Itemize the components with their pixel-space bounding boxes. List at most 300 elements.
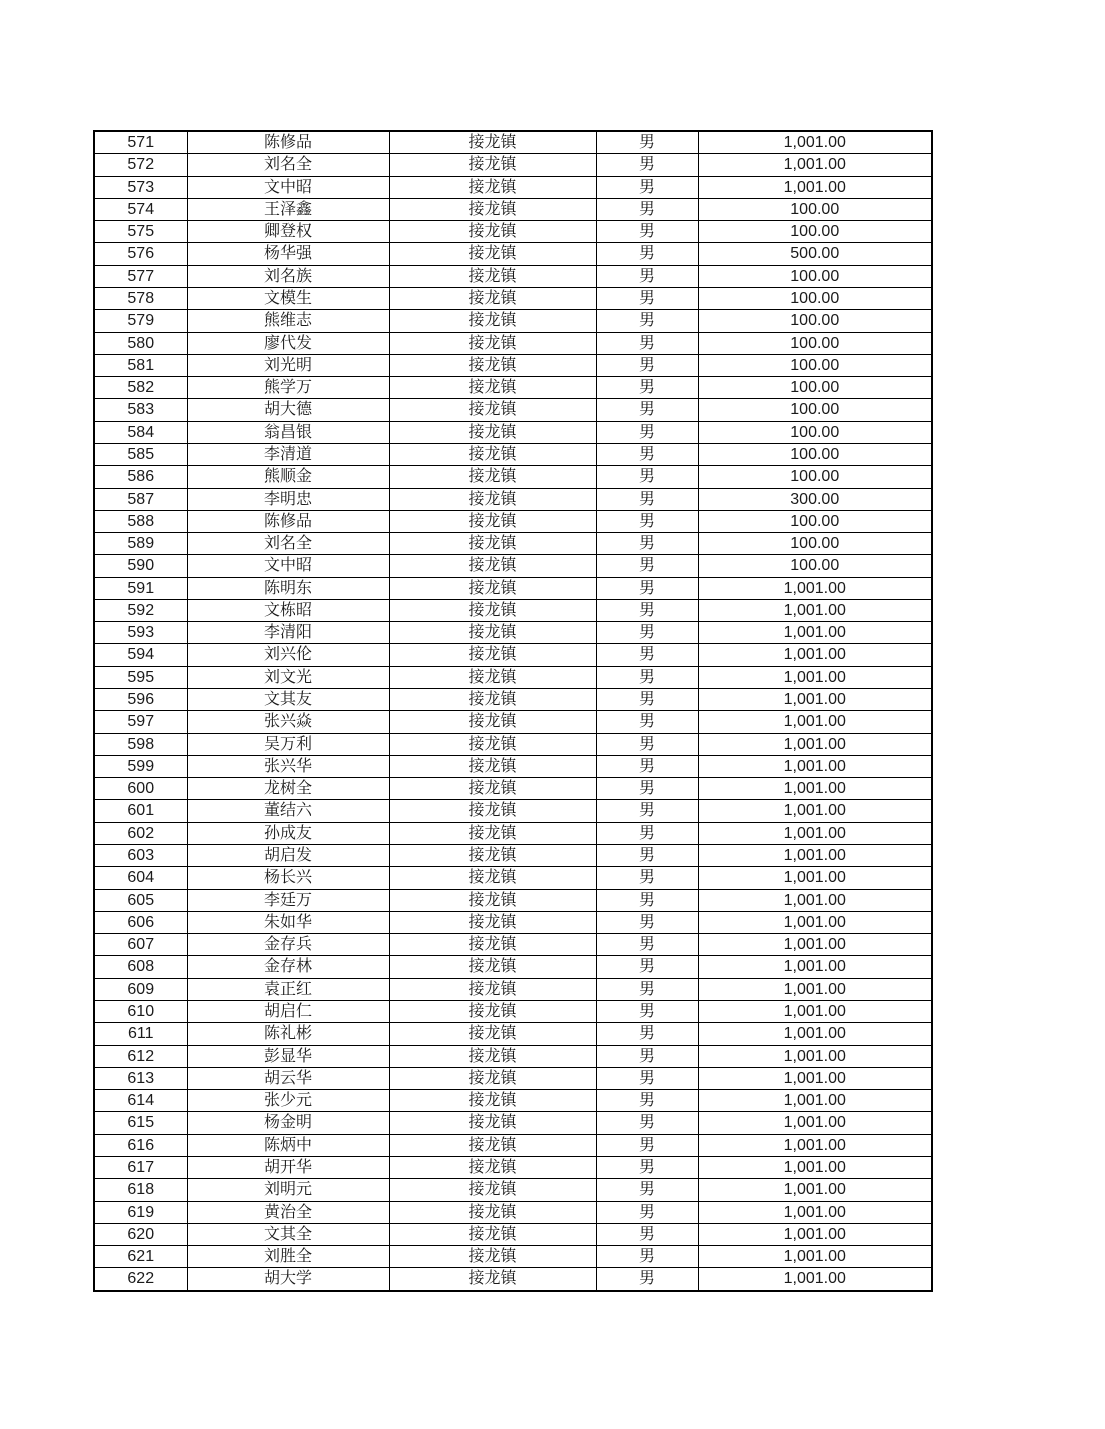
town-cell: 接龙镇 [389,822,596,844]
table-row [94,978,932,1000]
person-name-cell: 文其全 [187,1223,389,1245]
serial-number-cell: 579 [94,310,187,332]
gender-cell: 男 [596,934,698,956]
person-name-cell: 文其友 [187,689,389,711]
amount-cell: 1,001.00 [698,978,932,1000]
gender-cell: 男 [596,533,698,555]
amount-cell: 1,001.00 [698,867,932,889]
table-row [94,265,932,287]
gender-cell: 男 [596,911,698,933]
person-name-cell: 刘兴伦 [187,644,389,666]
town-cell: 接龙镇 [389,131,596,154]
serial-number-cell: 602 [94,822,187,844]
serial-number-cell: 573 [94,176,187,198]
table-row [94,310,932,332]
amount-cell: 1,001.00 [698,1134,932,1156]
person-name-cell: 刘光明 [187,354,389,376]
serial-number-cell: 578 [94,287,187,309]
table-row [94,1201,932,1223]
serial-number-cell: 593 [94,622,187,644]
town-cell: 接龙镇 [389,911,596,933]
amount-cell: 100.00 [698,510,932,532]
person-name-cell: 刘明元 [187,1179,389,1201]
person-name-cell: 胡云华 [187,1067,389,1089]
person-name-cell: 文模生 [187,287,389,309]
person-name-cell: 胡大德 [187,399,389,421]
table-row [94,1112,932,1134]
town-cell: 接龙镇 [389,1179,596,1201]
amount-cell: 100.00 [698,443,932,465]
person-name-cell: 张少元 [187,1090,389,1112]
town-cell: 接龙镇 [389,377,596,399]
table-row [94,332,932,354]
serial-number-cell: 580 [94,332,187,354]
table-row [94,666,932,688]
amount-cell: 100.00 [698,421,932,443]
gender-cell: 男 [596,711,698,733]
amount-cell: 1,001.00 [698,733,932,755]
person-name-cell: 张兴华 [187,755,389,777]
amount-cell: 1,001.00 [698,1112,932,1134]
table-row [94,221,932,243]
amount-cell: 1,001.00 [698,1023,932,1045]
person-name-cell: 刘名族 [187,265,389,287]
person-name-cell: 胡开华 [187,1156,389,1178]
town-cell: 接龙镇 [389,1000,596,1022]
person-name-cell: 廖代发 [187,332,389,354]
gender-cell: 男 [596,822,698,844]
table-row [94,1268,932,1291]
gender-cell: 男 [596,978,698,1000]
amount-cell: 100.00 [698,310,932,332]
amount-cell: 1,001.00 [698,154,932,176]
town-cell: 接龙镇 [389,1090,596,1112]
table-row [94,1090,932,1112]
person-name-cell: 董结六 [187,800,389,822]
gender-cell: 男 [596,1201,698,1223]
amount-cell: 1,001.00 [698,934,932,956]
gender-cell: 男 [596,243,698,265]
roster-table-body [94,131,932,1291]
person-name-cell: 金存兵 [187,934,389,956]
gender-cell: 男 [596,845,698,867]
town-cell: 接龙镇 [389,689,596,711]
table-row [94,911,932,933]
amount-cell: 1,001.00 [698,666,932,688]
person-name-cell: 熊顺金 [187,466,389,488]
town-cell: 接龙镇 [389,154,596,176]
serial-number-cell: 617 [94,1156,187,1178]
gender-cell: 男 [596,1000,698,1022]
town-cell: 接龙镇 [389,443,596,465]
amount-cell: 1,001.00 [698,889,932,911]
gender-cell: 男 [596,488,698,510]
serial-number-cell: 606 [94,911,187,933]
table-row [94,934,932,956]
gender-cell: 男 [596,265,698,287]
amount-cell: 1,001.00 [698,599,932,621]
town-cell: 接龙镇 [389,1201,596,1223]
person-name-cell: 胡大学 [187,1268,389,1291]
amount-cell: 1,001.00 [698,644,932,666]
person-name-cell: 文栋昭 [187,599,389,621]
amount-cell: 1,001.00 [698,778,932,800]
gender-cell: 男 [596,466,698,488]
person-name-cell: 文中昭 [187,555,389,577]
person-name-cell: 胡启发 [187,845,389,867]
amount-cell: 100.00 [698,332,932,354]
town-cell: 接龙镇 [389,1023,596,1045]
person-name-cell: 孙成友 [187,822,389,844]
serial-number-cell: 577 [94,265,187,287]
person-name-cell: 金存林 [187,956,389,978]
amount-cell: 1,001.00 [698,956,932,978]
town-cell: 接龙镇 [389,555,596,577]
town-cell: 接龙镇 [389,733,596,755]
town-cell: 接龙镇 [389,711,596,733]
person-name-cell: 王泽鑫 [187,198,389,220]
table-row [94,1045,932,1067]
table-row [94,889,932,911]
table-row [94,421,932,443]
gender-cell: 男 [596,176,698,198]
person-name-cell: 陈修品 [187,131,389,154]
town-cell: 接龙镇 [389,332,596,354]
table-row [94,577,932,599]
amount-cell: 300.00 [698,488,932,510]
serial-number-cell: 611 [94,1023,187,1045]
gender-cell: 男 [596,1090,698,1112]
table-row [94,1067,932,1089]
serial-number-cell: 585 [94,443,187,465]
table-row [94,711,932,733]
serial-number-cell: 622 [94,1268,187,1291]
serial-number-cell: 608 [94,956,187,978]
gender-cell: 男 [596,310,698,332]
town-cell: 接龙镇 [389,755,596,777]
serial-number-cell: 609 [94,978,187,1000]
amount-cell: 1,001.00 [698,1223,932,1245]
serial-number-cell: 587 [94,488,187,510]
amount-cell: 100.00 [698,287,932,309]
amount-cell: 1,001.00 [698,1000,932,1022]
table-row [94,131,932,154]
serial-number-cell: 582 [94,377,187,399]
table-row [94,599,932,621]
person-name-cell: 陈礼彬 [187,1023,389,1045]
person-name-cell: 李明忠 [187,488,389,510]
gender-cell: 男 [596,1112,698,1134]
table-row [94,778,932,800]
table-row [94,287,932,309]
town-cell: 接龙镇 [389,354,596,376]
town-cell: 接龙镇 [389,845,596,867]
town-cell: 接龙镇 [389,934,596,956]
table-row [94,755,932,777]
person-name-cell: 熊维志 [187,310,389,332]
amount-cell: 100.00 [698,466,932,488]
town-cell: 接龙镇 [389,510,596,532]
table-row [94,510,932,532]
amount-cell: 1,001.00 [698,1090,932,1112]
serial-number-cell: 603 [94,845,187,867]
serial-number-cell: 584 [94,421,187,443]
amount-cell: 1,001.00 [698,176,932,198]
serial-number-cell: 612 [94,1045,187,1067]
serial-number-cell: 600 [94,778,187,800]
serial-number-cell: 620 [94,1223,187,1245]
person-name-cell: 陈修品 [187,510,389,532]
person-name-cell: 黄治全 [187,1201,389,1223]
gender-cell: 男 [596,956,698,978]
town-cell: 接龙镇 [389,421,596,443]
town-cell: 接龙镇 [389,310,596,332]
serial-number-cell: 605 [94,889,187,911]
table-row [94,1023,932,1045]
amount-cell: 100.00 [698,555,932,577]
serial-number-cell: 596 [94,689,187,711]
gender-cell: 男 [596,622,698,644]
town-cell: 接龙镇 [389,265,596,287]
town-cell: 接龙镇 [389,956,596,978]
gender-cell: 男 [596,221,698,243]
gender-cell: 男 [596,1023,698,1045]
serial-number-cell: 595 [94,666,187,688]
person-name-cell: 胡启仁 [187,1000,389,1022]
serial-number-cell: 581 [94,354,187,376]
amount-cell: 1,001.00 [698,1045,932,1067]
town-cell: 接龙镇 [389,622,596,644]
amount-cell: 1,001.00 [698,711,932,733]
town-cell: 接龙镇 [389,599,596,621]
gender-cell: 男 [596,154,698,176]
town-cell: 接龙镇 [389,1067,596,1089]
table-row [94,243,932,265]
town-cell: 接龙镇 [389,243,596,265]
person-name-cell: 刘文光 [187,666,389,688]
serial-number-cell: 583 [94,399,187,421]
table-row [94,1000,932,1022]
gender-cell: 男 [596,555,698,577]
amount-cell: 1,001.00 [698,622,932,644]
serial-number-cell: 586 [94,466,187,488]
town-cell: 接龙镇 [389,488,596,510]
town-cell: 接龙镇 [389,978,596,1000]
town-cell: 接龙镇 [389,466,596,488]
table-row [94,399,932,421]
gender-cell: 男 [596,800,698,822]
gender-cell: 男 [596,1045,698,1067]
serial-number-cell: 599 [94,755,187,777]
town-cell: 接龙镇 [389,1156,596,1178]
town-cell: 接龙镇 [389,1112,596,1134]
table-row [94,1156,932,1178]
amount-cell: 1,001.00 [698,911,932,933]
serial-number-cell: 621 [94,1246,187,1268]
roster-table [93,130,933,1292]
town-cell: 接龙镇 [389,1246,596,1268]
gender-cell: 男 [596,198,698,220]
gender-cell: 男 [596,354,698,376]
gender-cell: 男 [596,332,698,354]
serial-number-cell: 574 [94,198,187,220]
person-name-cell: 杨长兴 [187,867,389,889]
gender-cell: 男 [596,131,698,154]
table-row [94,555,932,577]
town-cell: 接龙镇 [389,533,596,555]
amount-cell: 1,001.00 [698,1246,932,1268]
gender-cell: 男 [596,755,698,777]
town-cell: 接龙镇 [389,399,596,421]
gender-cell: 男 [596,399,698,421]
amount-cell: 1,001.00 [698,800,932,822]
serial-number-cell: 604 [94,867,187,889]
table-row [94,845,932,867]
town-cell: 接龙镇 [389,778,596,800]
gender-cell: 男 [596,577,698,599]
person-name-cell: 袁正红 [187,978,389,1000]
serial-number-cell: 618 [94,1179,187,1201]
table-row [94,488,932,510]
serial-number-cell: 601 [94,800,187,822]
person-name-cell: 文中昭 [187,176,389,198]
amount-cell: 100.00 [698,399,932,421]
person-name-cell: 刘名全 [187,533,389,555]
table-row [94,354,932,376]
amount-cell: 1,001.00 [698,1179,932,1201]
gender-cell: 男 [596,1067,698,1089]
gender-cell: 男 [596,1156,698,1178]
amount-cell: 100.00 [698,377,932,399]
gender-cell: 男 [596,867,698,889]
gender-cell: 男 [596,599,698,621]
serial-number-cell: 590 [94,555,187,577]
gender-cell: 男 [596,443,698,465]
gender-cell: 男 [596,666,698,688]
serial-number-cell: 616 [94,1134,187,1156]
gender-cell: 男 [596,421,698,443]
person-name-cell: 陈炳中 [187,1134,389,1156]
gender-cell: 男 [596,1179,698,1201]
table-row [94,533,932,555]
gender-cell: 男 [596,689,698,711]
serial-number-cell: 607 [94,934,187,956]
serial-number-cell: 571 [94,131,187,154]
serial-number-cell: 588 [94,510,187,532]
table-row [94,800,932,822]
town-cell: 接龙镇 [389,221,596,243]
person-name-cell: 张兴焱 [187,711,389,733]
serial-number-cell: 597 [94,711,187,733]
table-row [94,1223,932,1245]
serial-number-cell: 576 [94,243,187,265]
table-row [94,443,932,465]
gender-cell: 男 [596,1268,698,1291]
amount-cell: 100.00 [698,354,932,376]
serial-number-cell: 610 [94,1000,187,1022]
amount-cell: 1,001.00 [698,689,932,711]
town-cell: 接龙镇 [389,800,596,822]
person-name-cell: 陈明东 [187,577,389,599]
amount-cell: 1,001.00 [698,577,932,599]
table-row [94,176,932,198]
gender-cell: 男 [596,778,698,800]
person-name-cell: 刘名全 [187,154,389,176]
town-cell: 接龙镇 [389,889,596,911]
gender-cell: 男 [596,1246,698,1268]
gender-cell: 男 [596,287,698,309]
person-name-cell: 李清道 [187,443,389,465]
person-name-cell: 卿登权 [187,221,389,243]
table-row [94,1134,932,1156]
amount-cell: 1,001.00 [698,1156,932,1178]
gender-cell: 男 [596,644,698,666]
serial-number-cell: 619 [94,1201,187,1223]
person-name-cell: 翁昌银 [187,421,389,443]
table-row [94,733,932,755]
town-cell: 接龙镇 [389,176,596,198]
town-cell: 接龙镇 [389,1134,596,1156]
town-cell: 接龙镇 [389,644,596,666]
table-row [94,867,932,889]
serial-number-cell: 589 [94,533,187,555]
amount-cell: 100.00 [698,265,932,287]
town-cell: 接龙镇 [389,867,596,889]
amount-cell: 1,001.00 [698,1268,932,1291]
serial-number-cell: 575 [94,221,187,243]
serial-number-cell: 613 [94,1067,187,1089]
table-row [94,689,932,711]
table-row [94,377,932,399]
serial-number-cell: 614 [94,1090,187,1112]
amount-cell: 100.00 [698,533,932,555]
person-name-cell: 杨华强 [187,243,389,265]
town-cell: 接龙镇 [389,287,596,309]
table-row [94,1246,932,1268]
table-row [94,198,932,220]
town-cell: 接龙镇 [389,1223,596,1245]
amount-cell: 100.00 [698,198,932,220]
person-name-cell: 吴万利 [187,733,389,755]
town-cell: 接龙镇 [389,1045,596,1067]
town-cell: 接龙镇 [389,198,596,220]
serial-number-cell: 591 [94,577,187,599]
person-name-cell: 彭显华 [187,1045,389,1067]
table-row [94,956,932,978]
amount-cell: 1,001.00 [698,1067,932,1089]
table-row [94,154,932,176]
amount-cell: 100.00 [698,221,932,243]
town-cell: 接龙镇 [389,577,596,599]
serial-number-cell: 615 [94,1112,187,1134]
amount-cell: 1,001.00 [698,845,932,867]
gender-cell: 男 [596,510,698,532]
amount-cell: 500.00 [698,243,932,265]
table-row [94,644,932,666]
amount-cell: 1,001.00 [698,755,932,777]
serial-number-cell: 598 [94,733,187,755]
person-name-cell: 龙树全 [187,778,389,800]
gender-cell: 男 [596,889,698,911]
town-cell: 接龙镇 [389,666,596,688]
serial-number-cell: 572 [94,154,187,176]
amount-cell: 1,001.00 [698,822,932,844]
person-name-cell: 李清阳 [187,622,389,644]
person-name-cell: 李廷万 [187,889,389,911]
person-name-cell: 杨金明 [187,1112,389,1134]
serial-number-cell: 594 [94,644,187,666]
gender-cell: 男 [596,1223,698,1245]
